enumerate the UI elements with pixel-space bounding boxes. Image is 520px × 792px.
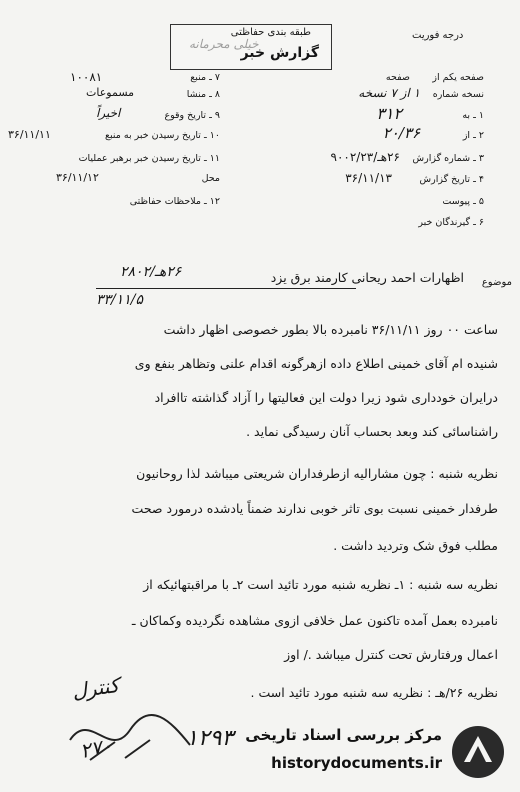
field-source-value: ۱۰۰۸۱ [70,70,103,84]
field-source-label: ۷ ـ منبع [190,72,220,83]
field-report-number-value: ۲۶هـ/۹۰۰۲/۲۳ [330,150,400,164]
body-line: ساعت ۰۰ روز ۳۶/۱۱/۱۱ نامبرده بالا بطور خصوصی اظهار داشت [163,322,498,337]
field-ops-received-label: ۱۱ ـ تاریخ رسیدن خبر برهبر عملیات [78,153,220,164]
field-attachment-label: ۵ ـ پیوست [442,196,484,207]
subject-underline [96,288,356,289]
field-place-label: محل [201,173,220,184]
field-report-date-label: ۴ ـ تاریخ گزارش [419,174,484,185]
field-event-date-label: ۹ ـ تاریخ وقوع [164,110,220,121]
field-from-label: ۲ ـ از [462,130,484,141]
body-line: راشناسائی کند وبعد بحساب آنان رسیدگی نماید . [246,424,498,439]
body-line: درایران خودداری شود زیرا دولت این فعالیتها را آزاد گذاشته تاافراد [154,390,498,405]
field-origin-label: ۸ ـ منشا [186,89,220,100]
field-report-date-value: ۳۶/۱۱/۱۳ [345,171,392,185]
field-copy-label: نسخه شماره [432,89,484,100]
field-recipients-label: ۶ ـ گیرندگان خبر [418,217,484,228]
field-to-value: ۳۱۲ [376,104,402,123]
stamp-classification-label: طبقه بندی حفاظتی [230,27,311,38]
field-origin-value: مسموعات [86,86,135,99]
stamp-report-title: گزارش خبر [240,45,319,61]
body-line: نظریه سه شنبه : ۱ـ نظریه شنبه مورد تائید است ۲ـ با مراقبتهائیکه از [143,577,498,592]
body-line: شنیده ام آقای خمینی اطلاع داده ازهرگونه اقدام علنی وتظاهر بنفع وی [134,356,498,371]
field-report-number-label: ۳ ـ شماره گزارش [412,153,484,164]
field-ops-received-value: ۳۶/۱۱/۱۲ [56,171,99,184]
field-source-received-value: ۳۶/۱۱/۱۱ [8,128,51,141]
report-type-stamp [170,24,332,70]
archive-logo-icon [448,722,508,782]
watermark [232,718,442,784]
stamp-scrawl: خیلی محرمانه [189,37,259,51]
watermark-url: historydocuments.ir [271,754,442,772]
body-line: نامبرده بعمل آمده تاکنون عمل خلافی ازوی مشاهده نگردیده وکماکان ـ [131,613,498,628]
field-source-received-label: ۱۰ ـ تاریخ رسیدن خبر به منبع [105,130,220,141]
handwritten-signature: ۲۷۰ [77,732,115,764]
body-line: اعمال ورفتارش تحت کنترل میباشد ./ اوز [284,647,498,662]
watermark-org: مرکز بررسی اسناد تاریخی [245,726,442,744]
subject-text: اظهارات احمد ریحانی کارمند برق یزد [270,270,464,285]
priority-label: درجه فوریت [412,30,464,41]
body-line: نظریه ۲۶/هـ : نظریه سه شنبه مورد تائید است . [250,685,498,700]
subject-ref-number: ۲۶هـ/۲۸۰۲ [120,264,182,280]
signature-scribble [60,700,210,770]
field-security-notes-label: ۱۲ ـ ملاحظات حفاظتی [129,196,220,207]
handwritten-number: ۱۲۹۳ [186,726,234,751]
body-line: مطلب فوق شک وتردید داشت . [333,538,498,553]
field-copy-value: ۱ از ۷ نسخه [358,86,420,100]
subject-ref-date: ۳۳/۱۱/۵ [96,292,144,308]
field-to-label: ۱ ـ به [462,110,484,121]
field-page-label: صفحه یکم از [432,72,484,83]
field-from-value: ۲۰/۳۶ [382,124,420,142]
handwritten-note: کنترل [70,672,121,704]
body-line: نظریه شنبه : چون مشارالیه ازطرفداران شریعتی میباشد لذا روحانیون [136,466,498,481]
body-line: طرفدار خمینی نسبت بوی تاثر خوبی ندارند ضمناً یادشده درمورد صحت [131,501,498,516]
field-event-date-value: اخیراً [96,106,121,120]
field-page-value: صفحه [385,72,410,83]
subject-label: موضوع [481,277,512,288]
